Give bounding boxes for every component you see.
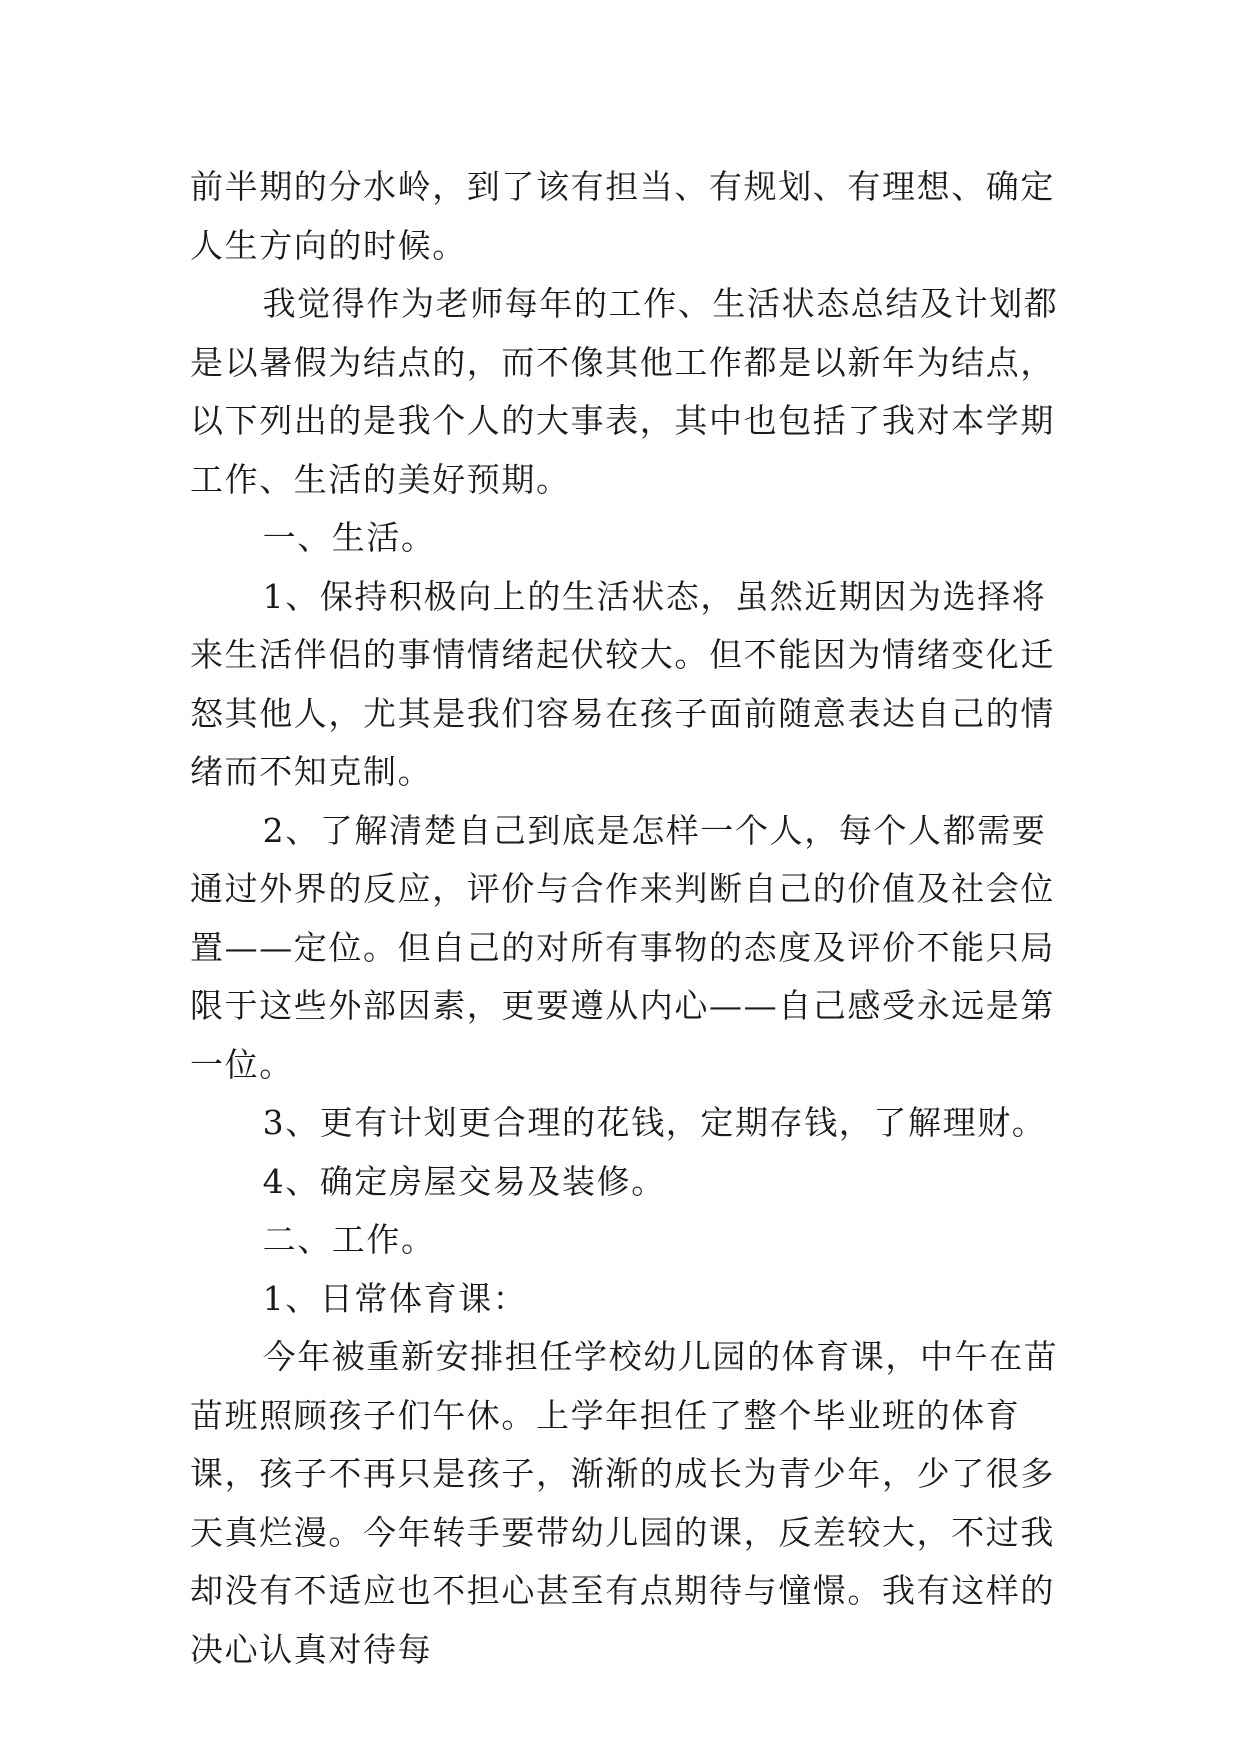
paragraph: 2、了解清楚自己到底是怎样一个人，每个人都需要通过外界的反应，评价与合作来判断自己的价值及社会位置——定位。但自己的对所有事物的态度及评价不能只局限于这些外部因素，更要遵从内心——自己感受永远是第一位。: [190, 810, 1055, 1084]
paragraph: 前半期的分水岭，到了该有担当、有规划、有理想、确定人生方向的时候。: [190, 167, 1055, 265]
subsection-heading: 1、日常体育课：: [262, 1278, 528, 1318]
paragraph: 1、保持积极向上的生活状态，虽然近期因为选择将来生活伴侣的事情情绪起伏较大。但不能因为情绪变化迁怒其他人，尤其是我们容易在孩子面前随意表达自己的情绪而不知克制。: [190, 576, 1055, 791]
paragraph: 4、确定房屋交易及装修。: [262, 1161, 666, 1201]
paragraph: 我觉得作为老师每年的工作、生活状态总结及计划都是以暑假为结点的，而不像其他工作都是以新年为结点，以下列出的是我个人的大事表，其中也包括了我对本学期工作、生活的美好预期。: [190, 284, 1059, 499]
section-heading: 二、工作。: [262, 1220, 436, 1259]
paragraph: 今年被重新安排担任学校幼儿园的体育课，中午在苗苗班照顾孩子们午休。上学年担任了整个毕业班的体育课，孩子不再只是孩子，渐渐的成长为青少年，少了很多天真烂漫。今年转手要带幼儿园的课，反差较大，不过我却没有不适应也不担心甚至有点期待与憧憬。我有这样的决心认真对待每: [190, 1337, 1059, 1669]
section-heading: 一、生活。: [262, 518, 436, 557]
document-body: [190, 158, 1070, 1679]
paragraph: 3、更有计划更合理的花钱，定期存钱，了解理财。: [262, 1103, 1047, 1142]
